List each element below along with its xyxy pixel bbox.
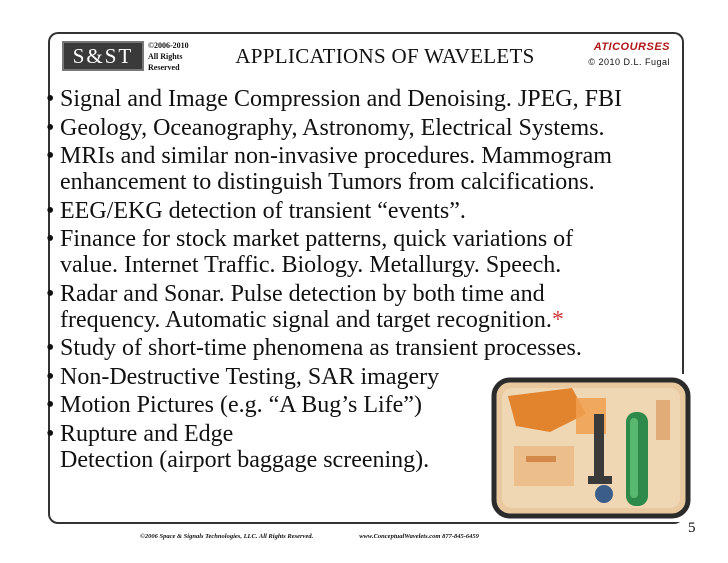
bullet-text: Motion Pictures (e.g. “A Bug’s Life”) [60, 392, 422, 418]
bullet-text: Study of short-time phenomena as transient processes. [60, 335, 582, 361]
ati-owner: © 2010 D.L. Fugal [588, 57, 670, 67]
footer-website: www.ConceptualWavelets.com 877-845-6459 [359, 533, 479, 540]
bullet-text: Geology, Oceanography, Astronomy, Electrical Systems. [60, 114, 605, 141]
xray-luggage-image [486, 374, 696, 522]
bullet-text: Detection (airport baggage screening). [60, 446, 430, 473]
copyright-line-2: All Rights [148, 52, 183, 61]
bullet-item [46, 335, 686, 361]
copyright-line-3: Reserved [148, 63, 180, 72]
bullet-item [46, 143, 686, 195]
bullet-item [46, 281, 686, 333]
bullet-text: frequency. Automatic signal and target recognition. [60, 306, 552, 333]
bullet-text: value. Internet Traffic. Biology. Metallurgy. Speech. [60, 252, 562, 278]
bullet-text: MRIs and similar non-invasive procedures. Mammogram [60, 143, 612, 169]
header-copyright [148, 40, 208, 73]
slide-header [48, 32, 684, 80]
footer-copyright: ©2006 Space & Signals Technologies, LLC. All Rights Reserved. [140, 533, 314, 540]
bullet-text: Signal and Image Compression and Denoising. JPEG, FBI [60, 86, 622, 112]
ati-courses-branding [588, 41, 670, 67]
sst-logo: S&ST [62, 41, 144, 71]
ati-brand: ATICOURSES [593, 41, 670, 53]
bullet-item [46, 86, 686, 112]
bullet-text: Finance for stock market patterns, quick variations of [60, 226, 574, 252]
bullet-item [46, 198, 686, 224]
copyright-line-1: ©2006-2010 [148, 41, 189, 50]
bullet-text: EEG/EKG detection of transient “events”. [60, 197, 466, 224]
footnote-asterisk: * [551, 306, 564, 333]
bullet-item [46, 115, 686, 141]
bullet-text: Non-Destructive Testing, SAR imagery [60, 363, 440, 390]
slide-footer [140, 533, 620, 540]
bullet-item [46, 226, 686, 278]
page-number: 5 [688, 520, 696, 536]
slide-title: APPLICATIONS OF WAVELETS [235, 44, 535, 68]
bullet-text: enhancement to distinguish Tumors from calcifications. [60, 169, 595, 195]
bullet-text: Rupture and Edge [60, 420, 234, 447]
bullet-text: Radar and Sonar. Pulse detection by both time and [60, 280, 545, 307]
